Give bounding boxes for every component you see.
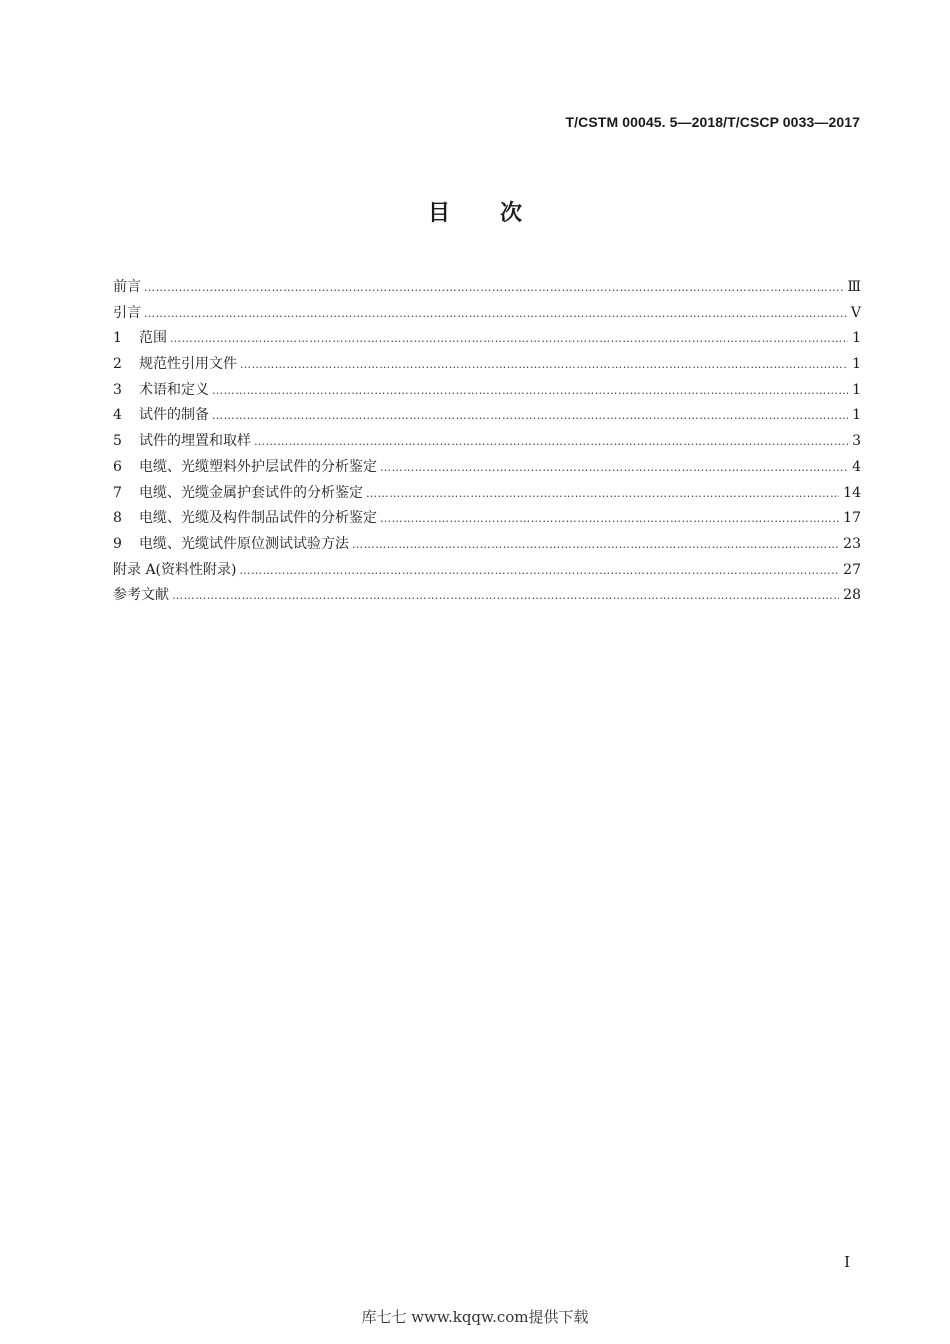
standard-code: T/CSTM 00045. 5—2018/T/CSCP 0033—2017: [565, 114, 860, 130]
toc-entry-number: 4: [113, 407, 122, 424]
toc-entry-8[interactable]: [113, 506, 861, 532]
page-number: Ⅰ: [844, 1253, 850, 1271]
toc-entry-label: 试件的制备: [139, 407, 209, 424]
toc-entry-foreword[interactable]: [113, 275, 861, 301]
toc-entry-page: Ⅴ: [850, 304, 861, 321]
toc-entry-2[interactable]: [113, 352, 861, 378]
toc-entry-page: 4: [852, 458, 861, 475]
toc-entry-page: Ⅲ: [847, 279, 861, 295]
toc-entry-label: 规范性引用文件: [139, 356, 237, 373]
toc-entry-number: 9: [113, 535, 122, 552]
toc-entry-number: 3: [113, 381, 122, 398]
toc-entry-7[interactable]: [113, 481, 861, 507]
toc-entry-page: 3: [852, 433, 861, 450]
toc-leader-dots: [240, 352, 848, 378]
toc-entry-page: 28: [843, 587, 861, 604]
toc-entry-5[interactable]: [113, 429, 861, 455]
toc-entry-page: 27: [843, 561, 861, 578]
toc-entry-number: 5: [113, 433, 122, 450]
toc-entry-page: 1: [852, 381, 861, 398]
toc-leader-dots: [144, 275, 843, 301]
toc-entry-6[interactable]: [113, 455, 861, 481]
toc-entry-bibliography[interactable]: [113, 583, 861, 609]
toc-entry-number: 8: [113, 510, 122, 527]
toc-entry-label: 电缆、光缆及构件制品试件的分析鉴定: [139, 510, 377, 527]
toc-leader-dots: [144, 301, 847, 327]
toc-entry-label: 电缆、光缆金属护套试件的分析鉴定: [139, 484, 363, 501]
toc-entry-label: 试件的埋置和取样: [139, 433, 251, 450]
toc-leader-dots: [172, 583, 839, 609]
toc-title-char-1: 目: [427, 201, 450, 226]
toc-leader-dots: [170, 326, 848, 352]
download-watermark: 库七七 www.kqqw.com提供下载: [361, 1308, 589, 1326]
toc-entry-label: 附录 A(资料性附录): [113, 561, 237, 578]
toc-entry-label: 电缆、光缆试件原位测试试验方法: [139, 535, 349, 552]
toc-entry-page: 1: [852, 330, 861, 347]
toc-entry-label: 参考文献: [113, 587, 169, 604]
toc-entry-label: 电缆、光缆塑料外护层试件的分析鉴定: [139, 458, 377, 475]
toc-entry-4[interactable]: [113, 403, 861, 429]
toc-entry-introduction[interactable]: [113, 301, 861, 327]
toc-entry-page: 23: [843, 535, 861, 552]
toc-entry-page: 1: [852, 356, 861, 373]
toc-entry-9[interactable]: [113, 532, 861, 558]
toc-entry-number: 1: [113, 330, 122, 347]
toc-leader-dots: [212, 378, 848, 404]
toc-leader-dots: [212, 403, 848, 429]
toc-title-char-2: 次: [500, 201, 523, 226]
toc-entry-number: 7: [113, 484, 122, 501]
toc-entry-3[interactable]: [113, 378, 861, 404]
toc-leader-dots: [254, 429, 848, 455]
toc-entry-appendix-a[interactable]: [113, 558, 861, 584]
toc-entry-1[interactable]: [113, 326, 861, 352]
toc-leader-dots: [380, 506, 839, 532]
toc-entry-label: 引言: [113, 304, 141, 321]
toc-list: [113, 275, 861, 609]
toc-leader-dots: [239, 558, 839, 584]
toc-entry-page: 17: [843, 510, 861, 527]
toc-entry-page: 14: [843, 484, 861, 501]
toc-entry-label: 术语和定义: [139, 381, 209, 398]
toc-entry-number: 2: [113, 356, 122, 373]
toc-entry-label: 范围: [139, 330, 167, 347]
toc-leader-dots: [352, 532, 839, 558]
toc-leader-dots: [380, 455, 848, 481]
toc-entry-page: 1: [852, 407, 861, 424]
toc-entry-number: 6: [113, 458, 122, 475]
toc-title: [0, 196, 950, 227]
toc-leader-dots: [366, 481, 839, 507]
toc-entry-label: 前言: [113, 279, 141, 295]
